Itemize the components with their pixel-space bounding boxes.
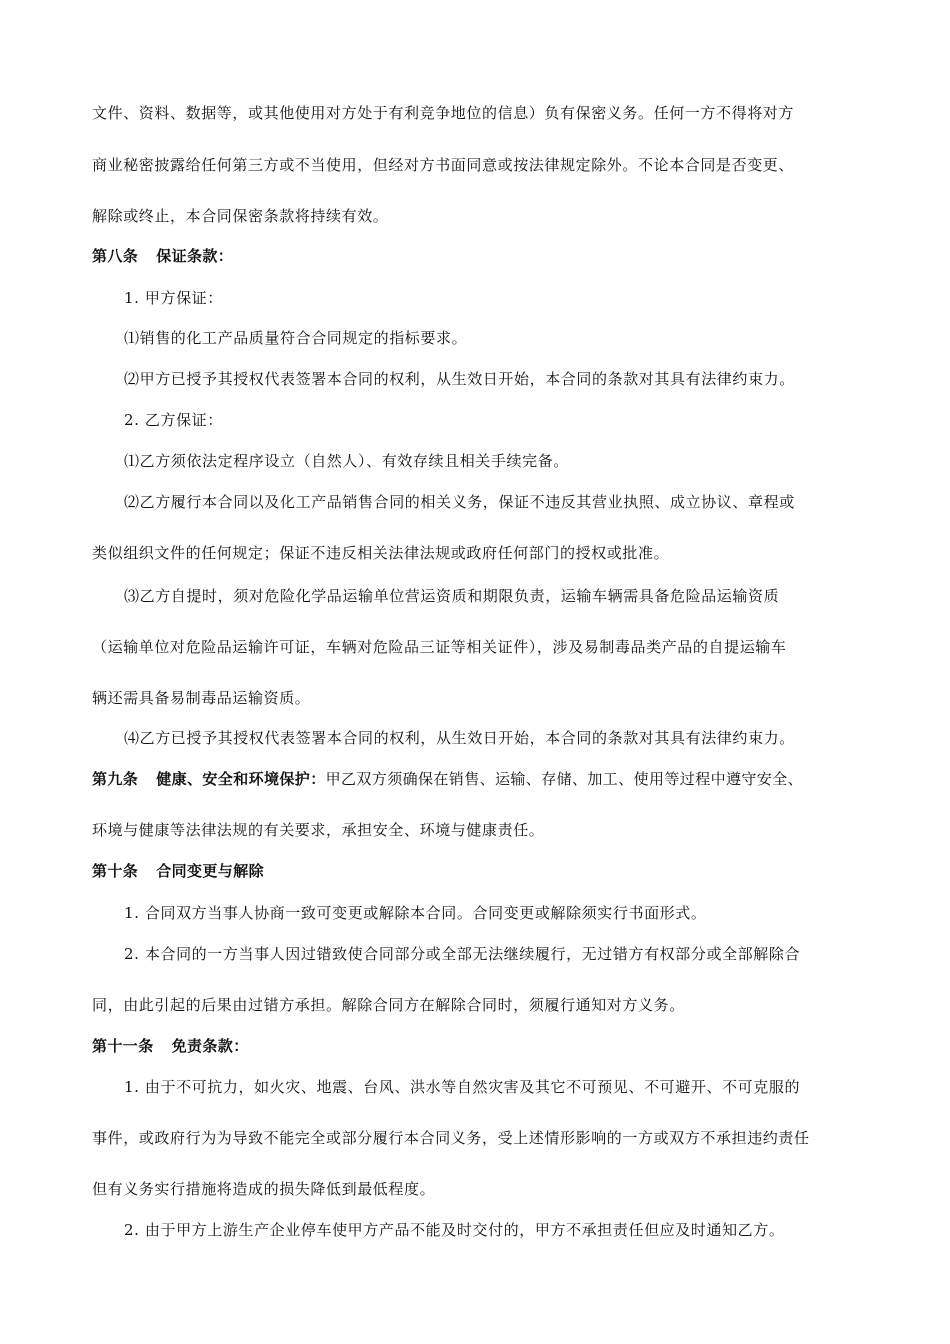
paragraph-line: 但有义务实行措施将造成的损失降低到最低程度。 [92,1180,436,1198]
list-item: ⑵甲方已授予其授权代表签署本合同的权利，从生效日开始，本合同的条款对其具有法律约束力。 [124,370,795,388]
article-number: 第十一条 [92,1037,154,1055]
list-item: ⑴销售的化工产品质量符合合同规定的指标要求。 [124,329,468,347]
article-10-heading [92,861,264,881]
article-title: 合同变更与解除 [156,862,265,880]
list-item: ⑵乙方履行本合同以及化工产品销售合同的相关义务，保证不违反其营业执照、成立协议、章程或 [124,493,795,511]
paragraph-line: 商业秘密披露给任何第三方或不当使用，但经对方书面同意或按法律规定除外。不论本合同是否变更、 [92,156,795,174]
article-number: 第八条 [92,247,139,265]
paragraph-line: （运输单位对危险品运输许可证，车辆对危险品三证等相关证件），涉及易制毒品类产品的自提运输车 [92,638,787,656]
list-item: ⑷乙方已授予其授权代表签署本合同的权利，从生效日开始，本合同的条款对其具有法律约束力。 [124,729,795,747]
list-item: 1. 甲方保证： [124,289,223,307]
list-item: 2. 由于甲方上游生产企业停车使甲方产品不能及时交付的，甲方不承担责任但应及时通知乙方。 [124,1221,785,1239]
paragraph-line: 文件、资料、数据等，或其他使用对方处于有利竞争地位的信息）负有保密义务。任何一方不得将对方 [92,104,795,122]
article-number: 第十条 [92,862,139,880]
paragraph-line: 解除或终止，本合同保密条款将持续有效。 [92,207,389,225]
list-item: 2. 本合同的一方当事人因过错致使合同部分或全部无法继续履行，无过错方有权部分或全部解除合 [124,945,801,963]
article-8-heading [92,246,233,266]
list-item: 1. 由于不可抗力，如火灾、地震、台风、洪水等自然灾害及其它不可预见、不可避开、不可克服的 [124,1078,801,1096]
article-11-heading [92,1036,249,1056]
article-title: 保证条款： [156,247,234,265]
paragraph-line: 环境与健康等法律法规的有关要求，承担安全、环境与健康责任。 [92,821,545,839]
article-9-heading [92,769,803,789]
article-text: 甲乙双方须确保在销售、运输、存储、加工、使用等过程中遵守安全、 [325,770,804,788]
list-item: ⑴乙方须依法定程序设立（自然人）、有效存续且相关手续完备。 [124,452,569,470]
paragraph-line: 类似组织文件的任何规定；保证不违反相关法律法规或政府任何部门的授权或批准。 [92,544,670,562]
list-item: 2. 乙方保证： [124,411,223,429]
article-title: 免责条款： [171,1037,249,1055]
list-item: 1. 合同双方当事人协商一致可变更或解除本合同。合同变更或解除须实行书面形式。 [124,904,707,922]
article-title: 健康、安全和环境保护： [156,770,326,788]
paragraph-line: 辆还需具备易制毒品运输资质。 [92,689,311,707]
paragraph-line: 事件，或政府行为为导致不能完全或部分履行本合同义务，受上述情形影响的一方或双方不承担违约责任 [92,1129,810,1147]
paragraph-line: 同，由此引起的后果由过错方承担。解除合同方在解除合同时，须履行通知对方义务。 [92,996,685,1014]
article-number: 第九条 [92,770,139,788]
list-item: ⑶乙方自提时，须对危险化学品运输单位营运资质和期限负责，运输车辆需具备危险品运输资质 [124,587,780,605]
